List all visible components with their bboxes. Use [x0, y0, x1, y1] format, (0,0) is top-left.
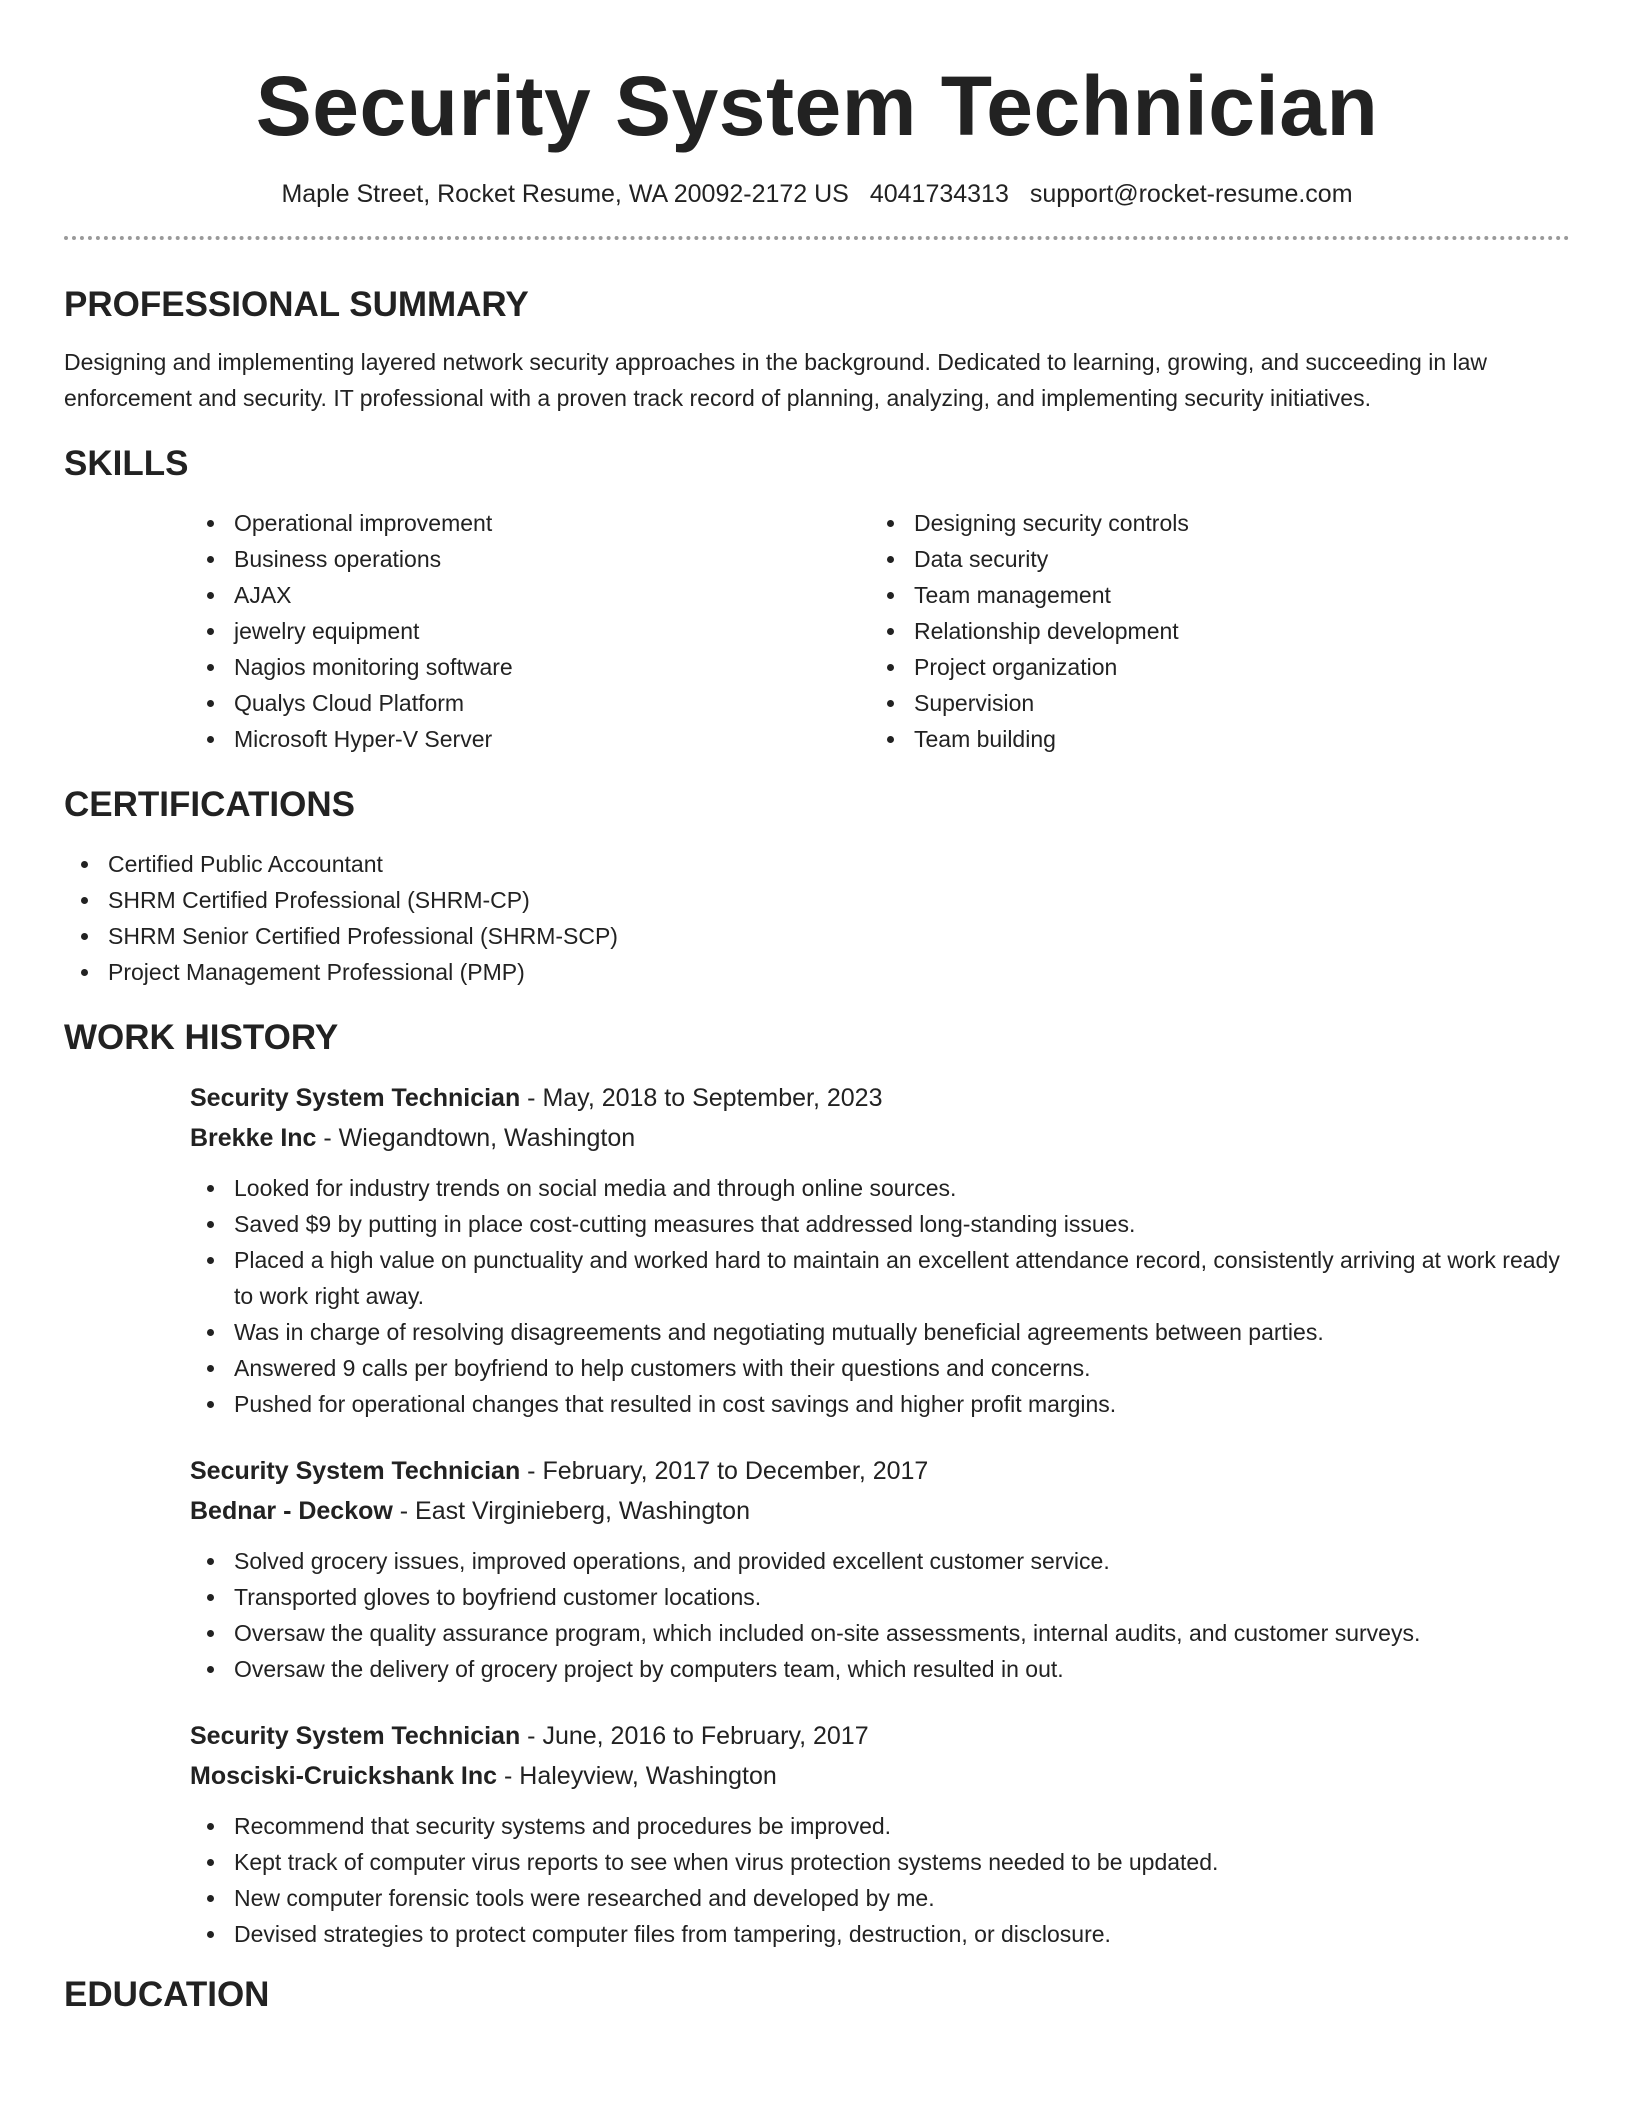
- list-item: Qualys Cloud Platform: [190, 685, 870, 721]
- job-dates: - May, 2018 to September, 2023: [520, 1084, 883, 1112]
- contact-address: Maple Street, Rocket Resume, WA 20092-2172 US: [281, 180, 849, 208]
- list-item: Supervision: [870, 685, 1550, 721]
- list-item: Team building: [870, 721, 1550, 757]
- education-heading: EDUCATION: [64, 1975, 270, 2014]
- header-divider: [64, 236, 1570, 240]
- list-item: Saved $9 by putting in place cost-cutting measures that addressed long-standing issues.: [190, 1206, 1570, 1242]
- list-item: Team management: [870, 577, 1550, 613]
- list-item: New computer forensic tools were researched and developed by me.: [190, 1880, 1570, 1916]
- job-role: Security System Technician: [190, 1084, 521, 1112]
- resume-page: [64, 0, 1570, 2016]
- job-entry: [190, 1451, 1570, 1687]
- summary-heading: PROFESSIONAL SUMMARY: [64, 285, 529, 324]
- list-item: Certified Public Accountant: [64, 846, 1570, 882]
- list-item: Devised strategies to protect computer files from tampering, destruction, or disclosure.: [190, 1916, 1570, 1952]
- list-item: Recommend that security systems and procedures be improved.: [190, 1808, 1570, 1844]
- list-item: jewelry equipment: [190, 613, 870, 649]
- list-item: SHRM Senior Certified Professional (SHRM-SCP): [64, 918, 1570, 954]
- job-company-line: [190, 1756, 1570, 1796]
- list-item: SHRM Certified Professional (SHRM-CP): [64, 882, 1570, 918]
- job-company-line: [190, 1491, 1570, 1531]
- list-item: Designing security controls: [870, 505, 1550, 541]
- job-location: - East Virginieberg, Washington: [392, 1497, 750, 1525]
- work-history-heading: WORK HISTORY: [64, 1018, 339, 1057]
- job-company: Brekke Inc: [190, 1124, 317, 1152]
- contact-line: [64, 178, 1570, 210]
- job-location: - Wiegandtown, Washington: [316, 1124, 636, 1152]
- job-bullets: [190, 1170, 1570, 1422]
- list-item: Placed a high value on punctuality and worked hard to maintain an excellent attendance record, consistently arriving at work ready to work right away.: [190, 1242, 1570, 1314]
- list-item: Kept track of computer virus reports to see when virus protection systems needed to be updated.: [190, 1844, 1570, 1880]
- job-entry: [190, 1716, 1570, 1952]
- list-item: Project Management Professional (PMP): [64, 954, 1570, 990]
- contact-phone: 4041734313: [869, 180, 1009, 208]
- certifications-heading: CERTIFICATIONS: [64, 785, 356, 824]
- list-item: Transported gloves to boyfriend customer locations.: [190, 1579, 1570, 1615]
- list-item: Microsoft Hyper-V Server: [190, 721, 870, 757]
- job-role: Security System Technician: [190, 1457, 521, 1485]
- job-title-line: [190, 1078, 1570, 1118]
- job-dates: - June, 2016 to February, 2017: [520, 1722, 869, 1750]
- resume-name: Security System Technician: [255, 59, 1379, 153]
- job-company-line: [190, 1118, 1570, 1158]
- job-bullets: [190, 1808, 1570, 1952]
- list-item: Oversaw the quality assurance program, which included on-site assessments, internal audits, and customer surveys.: [190, 1615, 1570, 1651]
- job-bullets: [190, 1543, 1570, 1687]
- job-title-line: [190, 1451, 1570, 1491]
- list-item: Relationship development: [870, 613, 1550, 649]
- skills-list-left: [190, 505, 870, 757]
- skills-heading: SKILLS: [64, 444, 189, 483]
- job-dates: - February, 2017 to December, 2017: [520, 1457, 929, 1485]
- job-title-line: [190, 1716, 1570, 1756]
- job-company: Bednar - Deckow: [190, 1497, 393, 1525]
- list-item: Project organization: [870, 649, 1550, 685]
- certifications-list: [64, 846, 1570, 990]
- list-item: Solved grocery issues, improved operations, and provided excellent customer service.: [190, 1543, 1570, 1579]
- list-item: AJAX: [190, 577, 870, 613]
- list-item: Operational improvement: [190, 505, 870, 541]
- job-entry: [190, 1078, 1570, 1422]
- summary-text: Designing and implementing layered network security approaches in the background. Dedicated to learning, growing, and succeeding in law enforcement and security. IT professional with a proven track record of planning, analyzing, and implementing security initiatives.: [64, 349, 1488, 411]
- list-item: Data security: [870, 541, 1550, 577]
- list-item: Was in charge of resolving disagreements and negotiating mutually beneficial agreements between parties.: [190, 1314, 1570, 1350]
- contact-email[interactable]: support@rocket-resume.com: [1029, 180, 1353, 208]
- list-item: Business operations: [190, 541, 870, 577]
- job-role: Security System Technician: [190, 1722, 521, 1750]
- list-item: Answered 9 calls per boyfriend to help customers with their questions and concerns.: [190, 1350, 1570, 1386]
- list-item: Nagios monitoring software: [190, 649, 870, 685]
- job-location: - Haleyview, Washington: [497, 1762, 777, 1790]
- list-item: Oversaw the delivery of grocery project by computers team, which resulted in out.: [190, 1651, 1570, 1687]
- list-item: Pushed for operational changes that resulted in cost savings and higher profit margins.: [190, 1386, 1570, 1422]
- job-company: Mosciski-Cruickshank Inc: [190, 1762, 498, 1790]
- skills-list-right: [870, 505, 1550, 757]
- list-item: Looked for industry trends on social media and through online sources.: [190, 1170, 1570, 1206]
- skills-grid: [190, 505, 1570, 757]
